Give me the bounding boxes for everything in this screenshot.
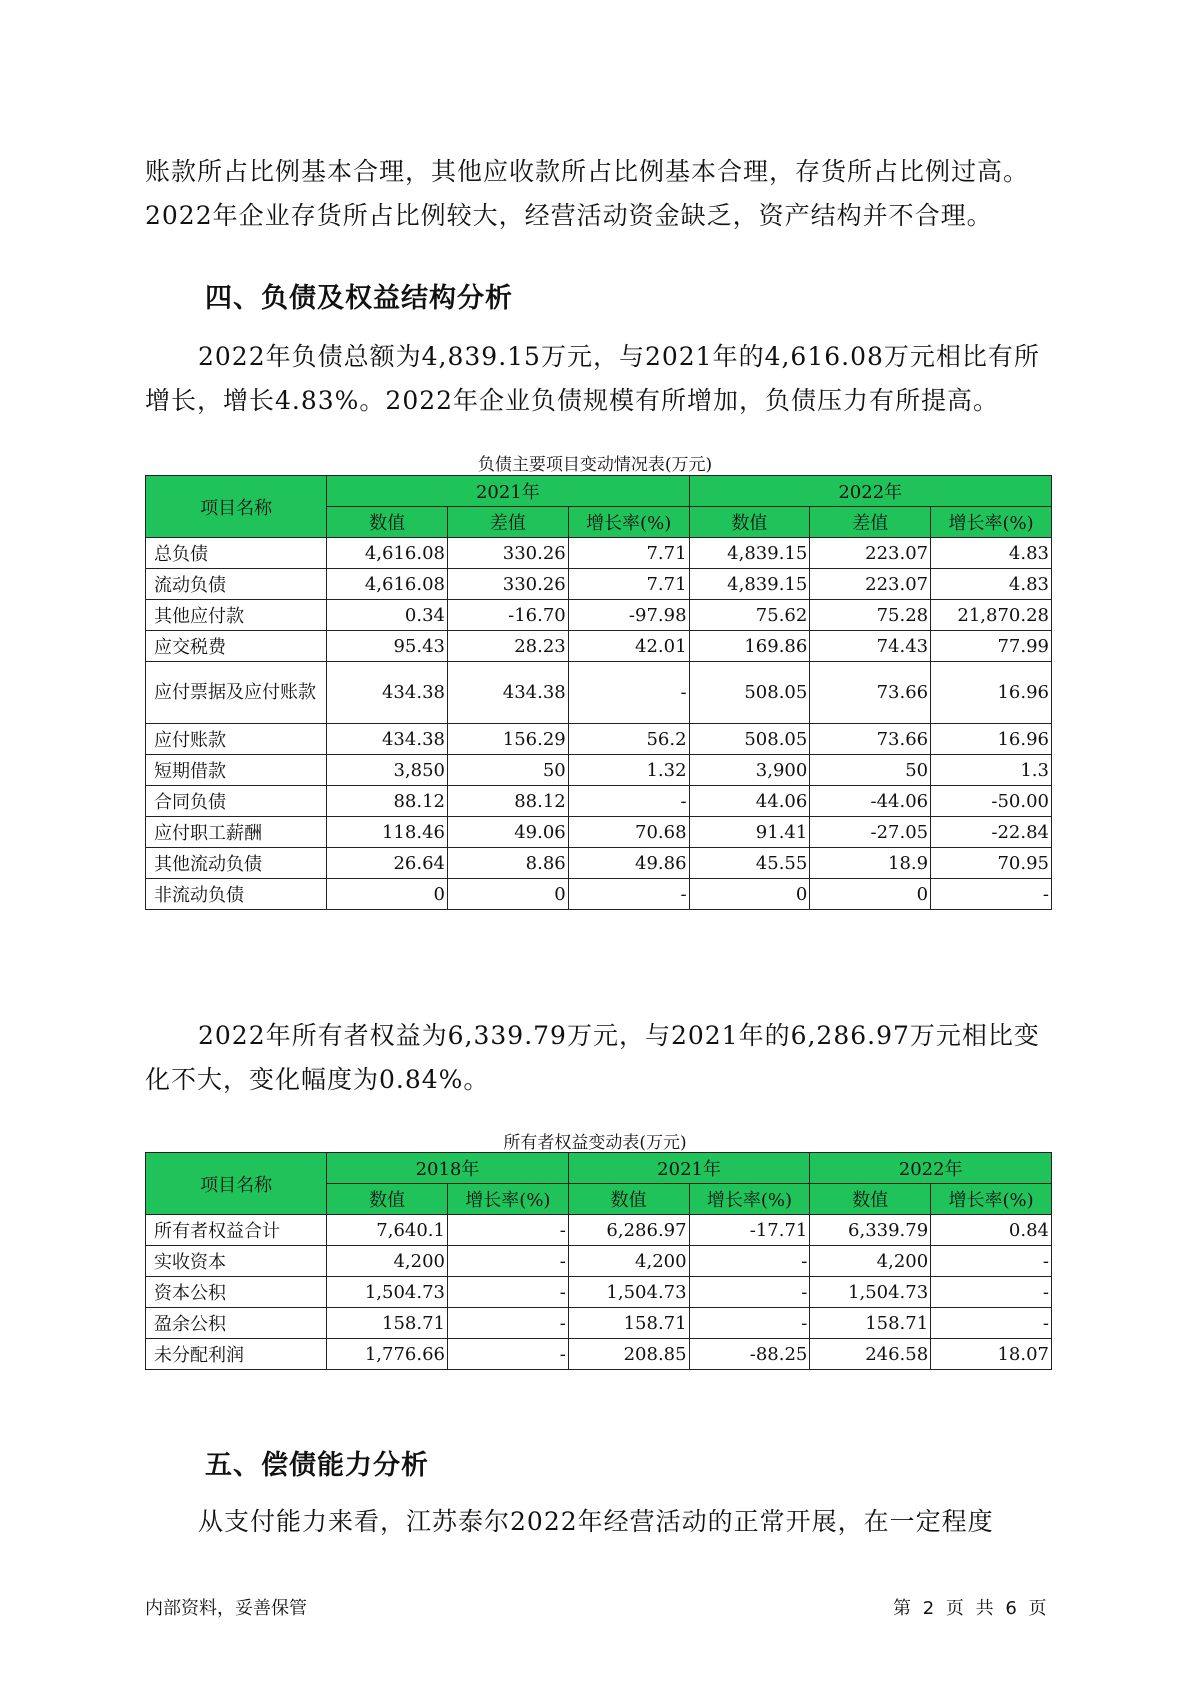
table-row [146,1339,1052,1370]
cell-value: - [568,879,689,910]
cell-value: 0 [689,879,810,910]
cell-value: 45.55 [689,848,810,879]
cell-value: 7.71 [568,538,689,569]
cell-value: 3,900 [689,755,810,786]
footer-page-number: 第 2 页 共 6 页 [893,1598,1047,1619]
cell-value: 4,200 [327,1246,448,1277]
cell-value: - [568,662,689,724]
header-item-name: 项目名称 [146,476,327,538]
header-col: 数值 [689,507,810,538]
header-col: 增长率(%) [931,507,1052,538]
header-col: 数值 [327,1184,448,1215]
table-row [146,1308,1052,1339]
table-caption-liabilities: 负债主要项目变动情况表(万元) [477,455,713,475]
cell-value: 223.07 [810,538,931,569]
cell-value: 4,616.08 [327,569,448,600]
cell-value: 50 [447,755,568,786]
header-col: 数值 [810,1184,931,1215]
table-row [146,1215,1052,1246]
paragraph-liabilities: 2022年负债总额为4,839.15万元，与2021年的4,616.08万元相比有所增长，增长4.83%。2022年企业负债规模有所增加，负债压力有所提高。 [145,342,1040,415]
cell-value: - [931,1308,1052,1339]
cell-value: 4,839.15 [689,569,810,600]
cell-value: - [447,1215,568,1246]
cell-value: 28.23 [447,631,568,662]
cell-value: 88.12 [327,786,448,817]
row-label: 其他应付款 [146,600,327,631]
cell-value: 4,200 [810,1246,931,1277]
cell-value: 1,504.73 [810,1277,931,1308]
row-label: 实收资本 [146,1246,327,1277]
cell-value: 223.07 [810,569,931,600]
header-year: 2021年 [327,476,689,507]
cell-value: -50.00 [931,786,1052,817]
cell-value: 4,616.08 [327,538,448,569]
cell-value: 50 [810,755,931,786]
header-col: 增长率(%) [568,507,689,538]
cell-value: 49.86 [568,848,689,879]
table-row [146,786,1052,817]
table-row [146,755,1052,786]
section-heading-liabilities: 四、负债及权益结构分析 [205,283,513,314]
liabilities-table [145,475,1052,910]
cell-value: -22.84 [931,817,1052,848]
cell-value: 44.06 [689,786,810,817]
table-caption-equity: 所有者权益变动表(万元) [503,1133,687,1153]
row-label: 应付票据及应付账款 [146,662,327,724]
cell-value: 158.71 [327,1308,448,1339]
cell-value: 74.43 [810,631,931,662]
table-row [146,631,1052,662]
cell-value: 508.05 [689,662,810,724]
header-col: 差值 [447,507,568,538]
cell-value: 88.12 [447,786,568,817]
cell-value: 158.71 [568,1308,689,1339]
cell-value: - [447,1308,568,1339]
cell-value: - [447,1339,568,1370]
cell-value: 21,870.28 [931,600,1052,631]
paragraph-solvency: 从支付能力来看，江苏泰尔2022年经营活动的正常开展，在一定程度 [198,1507,994,1536]
row-label: 资本公积 [146,1277,327,1308]
cell-value: 118.46 [327,817,448,848]
cell-value: 6,286.97 [568,1215,689,1246]
cell-value: 26.64 [327,848,448,879]
cell-value: 18.9 [810,848,931,879]
header-col: 数值 [568,1184,689,1215]
cell-value: 1.3 [931,755,1052,786]
cell-value: 73.66 [810,662,931,724]
cell-value: -16.70 [447,600,568,631]
cell-value: 0 [447,879,568,910]
paragraph-equity: 2022年所有者权益为6,339.79万元，与2021年的6,286.97万元相比变化不大，变化幅度为0.84%。 [145,1021,1040,1094]
header-col: 增长率(%) [447,1184,568,1215]
table-row [146,662,1052,724]
cell-value: - [568,786,689,817]
header-year: 2018年 [327,1153,569,1184]
cell-value: 49.06 [447,817,568,848]
cell-value: 18.07 [931,1339,1052,1370]
cell-value: -44.06 [810,786,931,817]
cell-value: 70.68 [568,817,689,848]
row-label: 非流动负债 [146,879,327,910]
cell-value: 7,640.1 [327,1215,448,1246]
header-year: 2022年 [810,1153,1052,1184]
cell-value: 6,339.79 [810,1215,931,1246]
cell-value: 16.96 [931,724,1052,755]
row-label: 未分配利润 [146,1339,327,1370]
cell-value: 1.32 [568,755,689,786]
cell-value: - [689,1308,810,1339]
table-row [146,848,1052,879]
cell-value: 1,776.66 [327,1339,448,1370]
table-row [146,724,1052,755]
cell-value: 75.62 [689,600,810,631]
section-heading-solvency: 五、偿债能力分析 [205,1450,429,1481]
row-label: 盈余公积 [146,1308,327,1339]
cell-value: 0.84 [931,1215,1052,1246]
row-label: 其他流动负债 [146,848,327,879]
cell-value: 158.71 [810,1308,931,1339]
cell-value: 4,839.15 [689,538,810,569]
cell-value: 16.96 [931,662,1052,724]
cell-value: 8.86 [447,848,568,879]
row-label: 合同负债 [146,786,327,817]
table-row [146,1277,1052,1308]
cell-value: 208.85 [568,1339,689,1370]
cell-value: 330.26 [447,538,568,569]
cell-value: 73.66 [810,724,931,755]
cell-value: 7.71 [568,569,689,600]
cell-value: -17.71 [689,1215,810,1246]
header-col: 差值 [810,507,931,538]
cell-value: - [931,1246,1052,1277]
cell-value: 0 [327,879,448,910]
cell-value: 1,504.73 [327,1277,448,1308]
header-col: 增长率(%) [931,1184,1052,1215]
table-row [146,600,1052,631]
cell-value: 4.83 [931,538,1052,569]
paragraph-asset-structure: 账款所占比例基本合理，其他应收款所占比例基本合理，存货所占比例过高。2022年企业存货所占比例较大，经营活动资金缺乏，资产结构并不合理。 [145,157,1030,230]
cell-value: 3,850 [327,755,448,786]
cell-value: 70.95 [931,848,1052,879]
header-year: 2022年 [689,476,1051,507]
cell-value: 169.86 [689,631,810,662]
cell-value: 330.26 [447,569,568,600]
table-row [146,879,1052,910]
row-label: 应付账款 [146,724,327,755]
table-row [146,817,1052,848]
cell-value: 434.38 [327,662,448,724]
footer-confidential-note: 内部资料，妥善保管 [145,1598,307,1619]
cell-value: - [447,1277,568,1308]
cell-value: -88.25 [689,1339,810,1370]
cell-value: -97.98 [568,600,689,631]
header-col: 增长率(%) [689,1184,810,1215]
row-label: 应交税费 [146,631,327,662]
cell-value: 4,200 [568,1246,689,1277]
equity-table [145,1152,1052,1370]
cell-value: 95.43 [327,631,448,662]
cell-value: 75.28 [810,600,931,631]
cell-value: 56.2 [568,724,689,755]
cell-value: 1,504.73 [568,1277,689,1308]
cell-value: 77.99 [931,631,1052,662]
cell-value: 42.01 [568,631,689,662]
table-row [146,569,1052,600]
row-label: 应付职工薪酬 [146,817,327,848]
cell-value: - [689,1277,810,1308]
cell-value: - [689,1246,810,1277]
cell-value: - [931,879,1052,910]
row-label: 总负债 [146,538,327,569]
header-year: 2021年 [568,1153,810,1184]
cell-value: 156.29 [447,724,568,755]
cell-value: -27.05 [810,817,931,848]
cell-value: 434.38 [447,662,568,724]
cell-value: 0 [810,879,931,910]
table-row [146,1246,1052,1277]
cell-value: 4.83 [931,569,1052,600]
header-col: 数值 [327,507,448,538]
header-item-name: 项目名称 [146,1153,327,1215]
table-row [146,538,1052,569]
cell-value: - [931,1277,1052,1308]
cell-value: 434.38 [327,724,448,755]
cell-value: 508.05 [689,724,810,755]
cell-value: 0.34 [327,600,448,631]
row-label: 流动负债 [146,569,327,600]
cell-value: 91.41 [689,817,810,848]
row-label: 所有者权益合计 [146,1215,327,1246]
cell-value: - [447,1246,568,1277]
cell-value: 246.58 [810,1339,931,1370]
row-label: 短期借款 [146,755,327,786]
